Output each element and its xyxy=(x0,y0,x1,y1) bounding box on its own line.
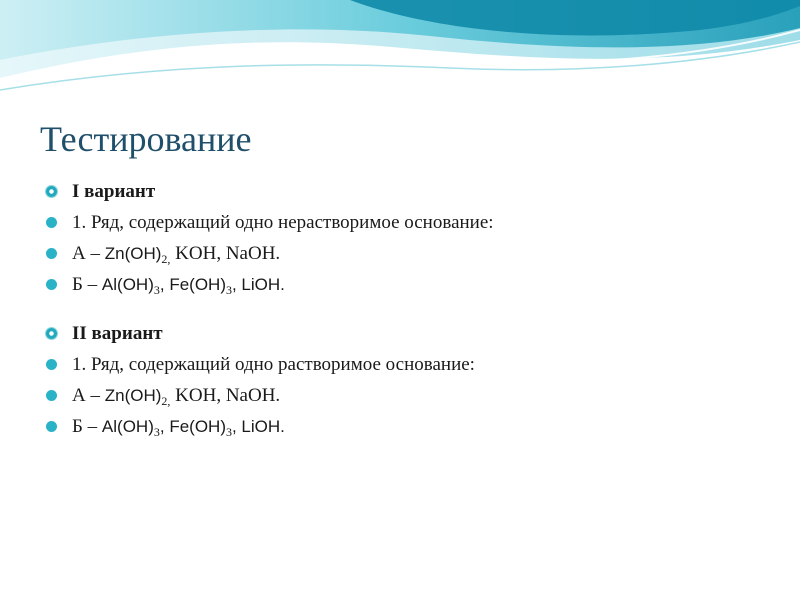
variant-2-option-a: А – $Zn(OH)_{2,}$ KOH, NaOH. xyxy=(44,380,764,411)
flower-bullet-icon xyxy=(46,328,57,339)
variant-1-option-b: Б – $Al(OH)_3$, $Fe(OH)_3$, LiOH. xyxy=(44,269,764,300)
bullet-icon xyxy=(46,217,57,228)
bullet-icon xyxy=(46,248,57,259)
slide-title: Тестирование xyxy=(40,119,252,159)
bullet-icon xyxy=(46,279,57,290)
flower-bullet-icon xyxy=(46,186,57,197)
variant-1-option-a: А – $Zn(OH)_{2,}$ KOH, NaOH. xyxy=(44,238,764,269)
variant-2-option-b: Б – $Al(OH)_3$, $Fe(OH)_3$, LiOH. xyxy=(44,411,764,442)
variant-1-heading: I вариант xyxy=(44,176,764,207)
variant-2-heading: II вариант xyxy=(44,318,764,349)
bullet-icon xyxy=(46,359,57,370)
test-content xyxy=(44,176,764,442)
variant-1-question: 1. Ряд, содержащий одно нерастворимое основание: xyxy=(44,207,764,238)
variant-2-question: 1. Ряд, содержащий одно растворимое основание: xyxy=(44,349,764,380)
bullet-icon xyxy=(46,390,57,401)
header-wave-decoration xyxy=(0,0,800,110)
bullet-icon xyxy=(46,421,57,432)
